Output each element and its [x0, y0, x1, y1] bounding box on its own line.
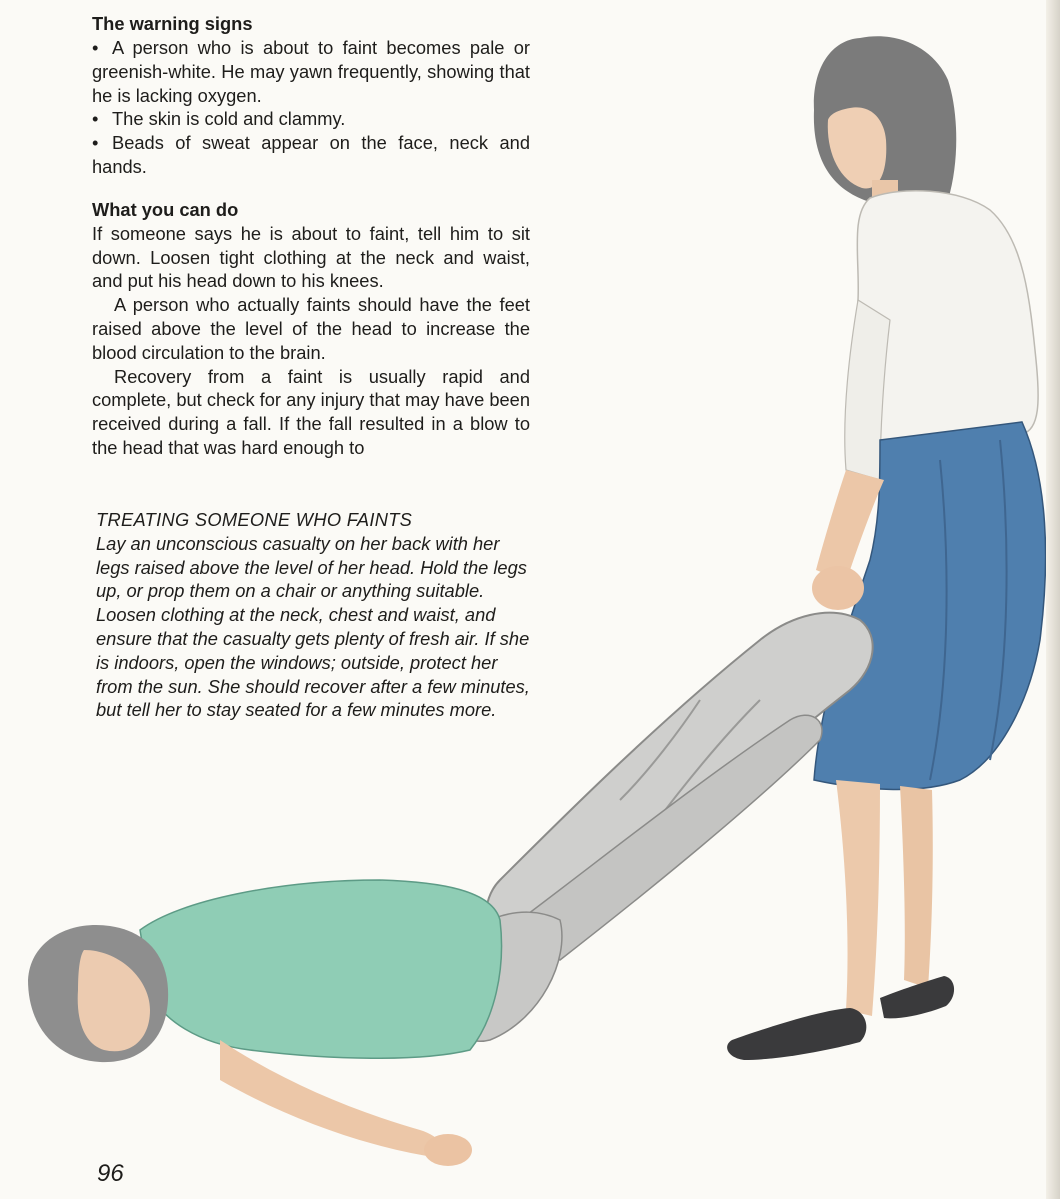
warning-bullet-3: • Beads of sweat appear on the face, neck and hands.	[92, 132, 530, 177]
lying-woman-hand	[424, 1134, 472, 1166]
bullet-icon: •	[92, 108, 99, 130]
page-number: 96	[97, 1160, 124, 1187]
warning-bullet-1: • A person who is about to faint becomes pale or greenish-white. He may yawn frequently, showing that he is lacking oxygen.	[92, 37, 530, 106]
standing-woman-legs	[836, 780, 880, 1016]
page-edge	[1046, 0, 1060, 1199]
what-you-can-do-heading: What you can do	[92, 198, 239, 220]
illustration-caption	[96, 508, 532, 722]
lying-woman-blouse	[140, 880, 502, 1058]
bullet-icon: •	[92, 37, 99, 58]
action-paragraph-3: Recovery from a faint is usually rapid and complete, but check for any injury that may have been received during a fall. If the fall resulted in a blow to the head that was hard enough to	[92, 365, 530, 458]
standing-woman-hands	[812, 566, 864, 610]
bullet-icon: •	[92, 132, 99, 154]
warning-bullet-2: • The skin is cold and clammy.	[92, 108, 346, 130]
caption-title: TREATING SOMEONE WHO FAINTS	[96, 509, 413, 530]
action-paragraph-1: If someone says he is about to faint, tell him to sit down. Loosen tight clothing at the neck and waist, and put his head down to his knees.	[92, 222, 530, 292]
action-paragraph-2: A person who actually faints should have the feet raised above the level of the head to increase the blood circulation to the brain.	[92, 294, 530, 363]
warning-signs-heading: The warning signs	[92, 13, 253, 34]
article-text	[92, 12, 530, 460]
caption-body: Lay an unconscious casualty on her back with her legs raised above the level of her head. Hold the legs up, or prop them on a chair or anything suitable. Loosen clothing at the neck, chest and waist, and ensure that the casualty gets plenty of fresh air. If she is indoors, open the windows; outside, protect her from the sun. She should recover after a few minutes, but tell her to stay seated for a few minutes more.	[96, 532, 530, 721]
standing-woman-shoe-left	[727, 1008, 866, 1060]
